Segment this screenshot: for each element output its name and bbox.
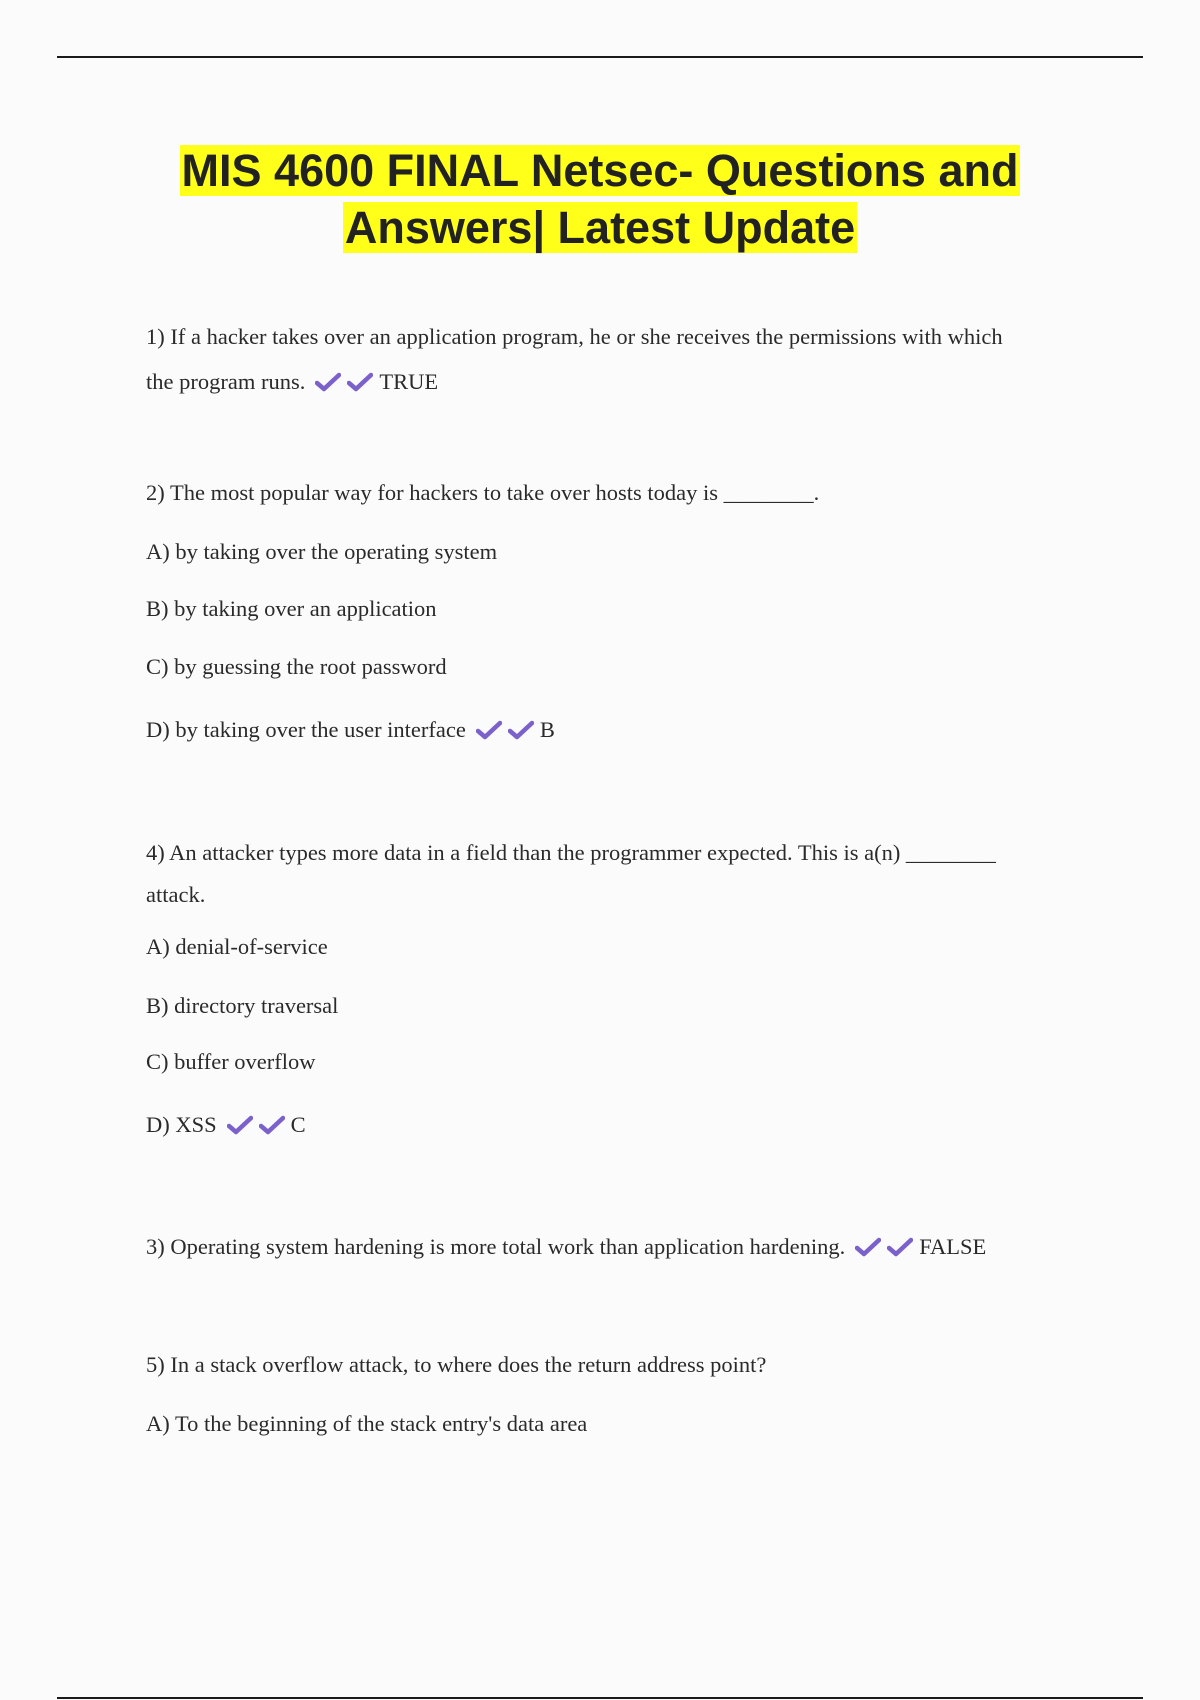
check-icon (887, 1237, 913, 1257)
question-2-option-d-row (146, 715, 1086, 745)
question-2-option-d: D) by taking over the user interface (146, 717, 466, 742)
check-icon (259, 1115, 285, 1135)
question-4-option-d-row (146, 1110, 1086, 1140)
question-5-option-a: A) To the beginning of the stack entry's data area (146, 1411, 588, 1436)
question-4-option-c: C) buffer overflow (146, 1049, 316, 1074)
check-icon (476, 720, 502, 740)
question-4 (146, 832, 1086, 916)
question-3-answer: FALSE (919, 1234, 987, 1259)
question-5-stem: 5) In a stack overflow attack, to where does the return address point? (146, 1352, 767, 1377)
question-4-text-line-1: 4) An attacker types more data in a field than the programmer expected. This is a(n) ________ (146, 840, 996, 865)
check-icon (227, 1115, 253, 1135)
question-2-option-a: A) by taking over the operating system (146, 539, 498, 564)
top-rule (57, 56, 1143, 58)
check-icon (315, 372, 341, 392)
check-icon (855, 1237, 881, 1257)
question-4-option-d: D) XSS (146, 1112, 217, 1137)
question-1-text-line-1: 1) If a hacker takes over an application program, he or she receives the permissions with which (146, 324, 1003, 349)
question-2-answer: B (539, 717, 555, 742)
bottom-rule (57, 1697, 1143, 1699)
question-4-answer: C (290, 1112, 306, 1137)
question-2 (146, 478, 1086, 508)
title-line-2: Answers| Latest Update (344, 202, 856, 253)
question-3-row (146, 1232, 1086, 1262)
check-icon (347, 372, 373, 392)
question-4-text-line-2: attack. (146, 882, 206, 907)
question-1-text-line-2: the program runs. TRUE (146, 369, 439, 394)
question-3-stem: 3) Operating system hardening is more total work than application hardening. (146, 1234, 846, 1259)
question-4-option-b: B) directory traversal (146, 993, 339, 1018)
question-2-stem: 2) The most popular way for hackers to take over hosts today is ________. (146, 480, 820, 505)
question-1-answer: TRUE (379, 369, 439, 394)
title-line-1: MIS 4600 FINAL Netsec- Questions and (181, 145, 1019, 196)
document-title (100, 142, 1100, 256)
question-1 (146, 314, 1086, 404)
check-icon (508, 720, 534, 740)
question-4-option-a: A) denial-of-service (146, 934, 328, 959)
question-2-option-b: B) by taking over an application (146, 596, 437, 621)
question-2-option-c: C) by guessing the root password (146, 654, 447, 679)
